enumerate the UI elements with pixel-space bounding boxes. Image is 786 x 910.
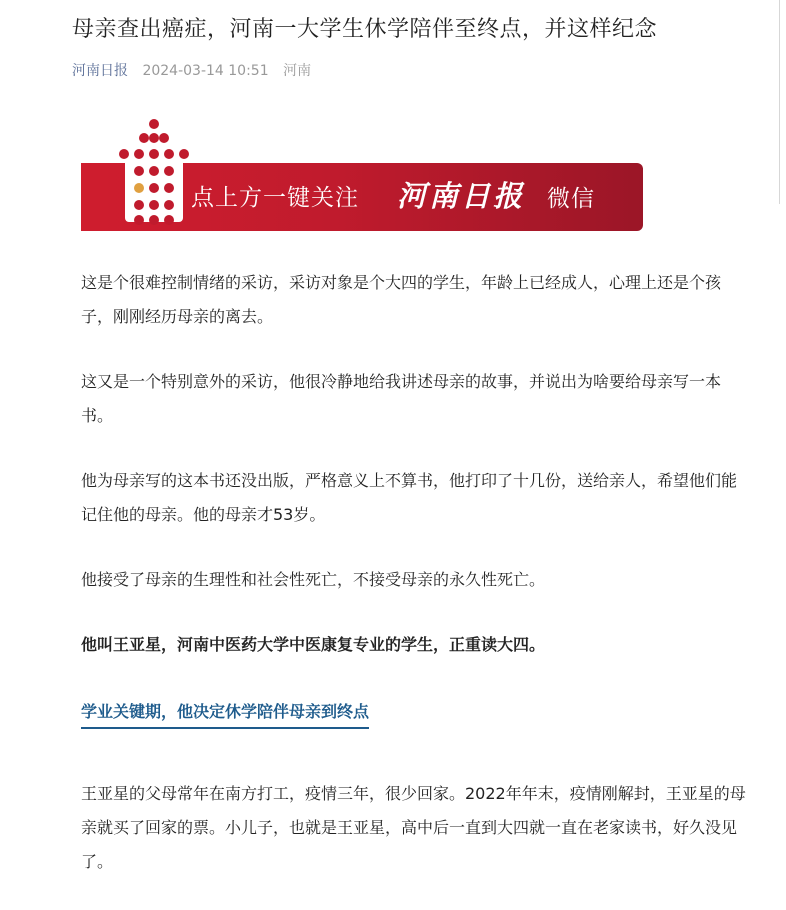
banner-follow-text: 点上方一键关注 <box>191 185 359 211</box>
article-meta <box>72 60 311 80</box>
banner-wechat-text: 微信 <box>547 186 595 212</box>
article-title: 母亲查出癌症，河南一大学生休学陪伴至终点，并这样纪念 <box>72 17 658 42</box>
section-subheading: 学业关键期，他决定休学陪伴母亲到终点 <box>81 699 369 729</box>
paragraph-4: 他接受了母亲的生理性和社会性死亡，不接受母亲的永久性死亡。 <box>81 570 546 589</box>
source-link[interactable]: 河南日报 <box>72 63 128 79</box>
publish-datetime: 2024-03-14 10:51 <box>142 63 269 79</box>
paragraph-3: 他为母亲写的这本书还没出版，严格意义上不算书，他打印了十几份，送给亲人，希望他们能记住他的母亲。他的母亲才53岁。 <box>81 471 738 524</box>
paragraph-2: 这又是一个特别意外的采访，他很冷静地给我讲述母亲的故事，并说出为啥要给母亲写一本书。 <box>81 372 722 425</box>
follow-banner[interactable] <box>81 116 643 232</box>
banner-brand-logo: 河南日报 <box>397 179 526 213</box>
arrow-up-icon <box>119 116 189 226</box>
paragraph-5-bold: 他叫王亚星，河南中医药大学中医康复专业的学生，正重读大四。 <box>81 635 546 654</box>
scrollbar[interactable] <box>779 0 786 204</box>
paragraph-1: 这是个很难控制情绪的采访，采访对象是个大四的学生，年龄上已经成人，心理上还是个孩子，刚刚经历母亲的离去。 <box>81 273 722 326</box>
paragraph-6: 王亚星的父母常年在南方打工，疫情三年，很少回家。2022年年末，疫情刚解封，王亚星的母亲就买了回家的票。小儿子，也就是王亚星，高中后一直到大四就一直在老家读书，好久没见了。 <box>81 784 746 871</box>
article-body <box>81 266 751 910</box>
publish-location: 河南 <box>283 63 312 79</box>
subheading-wrapper <box>81 693 751 751</box>
